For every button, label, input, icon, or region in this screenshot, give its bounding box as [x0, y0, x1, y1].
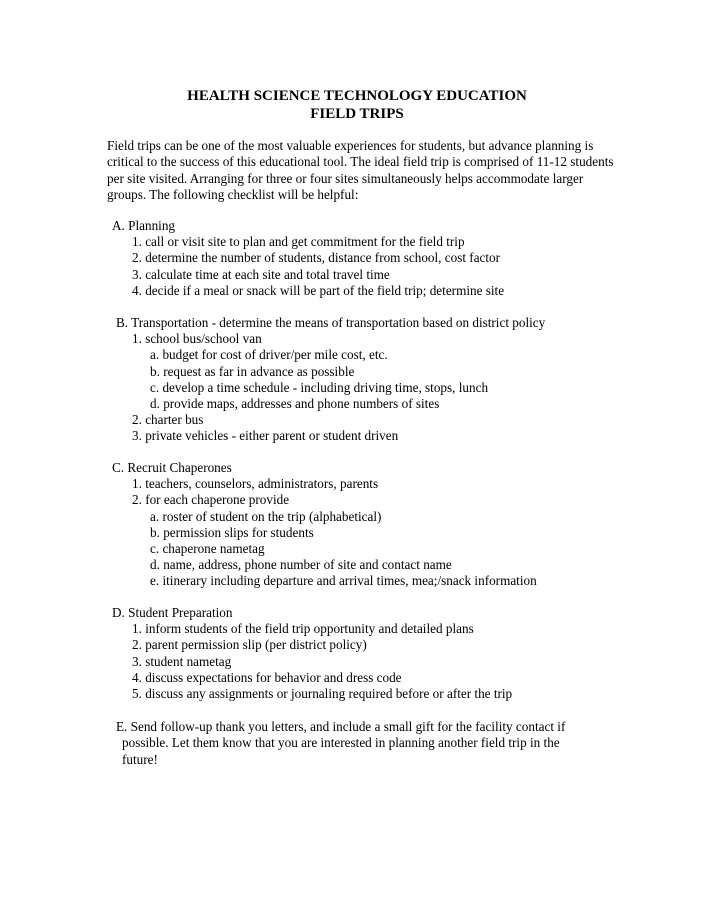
list-item: 3. student nametag — [132, 653, 232, 669]
follow-up-line: E. Send follow-up thank you letters, and include a small gift for the facility contact if — [116, 719, 566, 734]
list-item: 2. parent permission slip (per district policy) — [132, 637, 367, 653]
sub-list-item: b. permission slips for students — [150, 524, 314, 540]
section-heading: A. Planning — [112, 218, 176, 233]
list-item: 1. inform students of the field trip opportunity and detailed plans — [132, 621, 474, 637]
section-transportation — [0, 315, 714, 445]
follow-up-line: possible. Let them know that you are interested in planning another field trip in the — [122, 735, 560, 751]
section-heading: B. Transportation - determine the means of transportation based on district policy — [116, 315, 546, 330]
sub-list-item: e. itinerary including departure and arrival times, mea;/snack information — [150, 573, 537, 589]
sub-list-item: c. develop a time schedule - including driving time, stops, lunch — [150, 379, 489, 395]
page-title: HEALTH SCIENCE TECHNOLOGY EDUCATION — [187, 88, 527, 104]
intro-paragraph: Field trips can be one of the most valuable experiences for students, but advance planning is critical to the success of this educational tool. The ideal field trip is comprised of 11-12 students per site visited. Arranging for three or four sites simultaneously helps accommodate larger groups. The following checklist will be helpful: — [107, 138, 614, 202]
list-item: 1. school bus/school van — [132, 331, 262, 347]
list-item: 1. teachers, counselors, administrators, parents — [132, 476, 379, 492]
sub-list-item: b. request as far in advance as possible — [150, 363, 355, 379]
list-item: 2. determine the number of students, distance from school, cost factor — [132, 250, 501, 266]
follow-up-line: future! — [122, 751, 158, 767]
section-planning — [0, 218, 714, 299]
section-chaperones — [0, 460, 714, 590]
sub-list-item: d. name, address, phone number of site and contact name — [150, 557, 452, 573]
list-item: 3. private vehicles - either parent or student driven — [132, 428, 399, 444]
section-follow-up — [116, 719, 608, 768]
list-item: 2. for each chaperone provide — [132, 492, 290, 508]
page-subtitle: FIELD TRIPS — [310, 106, 404, 122]
list-item: 4. decide if a meal or snack will be part of the field trip; determine site — [132, 282, 505, 298]
section-student-preparation — [0, 605, 714, 702]
list-item: 4. discuss expectations for behavior and dress code — [132, 669, 402, 685]
section-heading: C. Recruit Chaperones — [112, 460, 232, 475]
list-item: 2. charter bus — [132, 412, 204, 428]
sub-list-item: a. roster of student on the trip (alphabetical) — [150, 508, 382, 524]
section-heading: D. Student Preparation — [112, 605, 233, 620]
sub-list-item: a. budget for cost of driver/per mile cost, etc. — [150, 347, 388, 363]
sub-list-item: d. provide maps, addresses and phone numbers of sites — [150, 396, 440, 412]
list-item: 3. calculate time at each site and total travel time — [132, 266, 390, 282]
list-item: 5. discuss any assignments or journaling required before or after the trip — [132, 686, 513, 702]
list-item: 1. call or visit site to plan and get commitment for the field trip — [132, 234, 465, 250]
sub-list-item: c. chaperone nametag — [150, 541, 265, 557]
